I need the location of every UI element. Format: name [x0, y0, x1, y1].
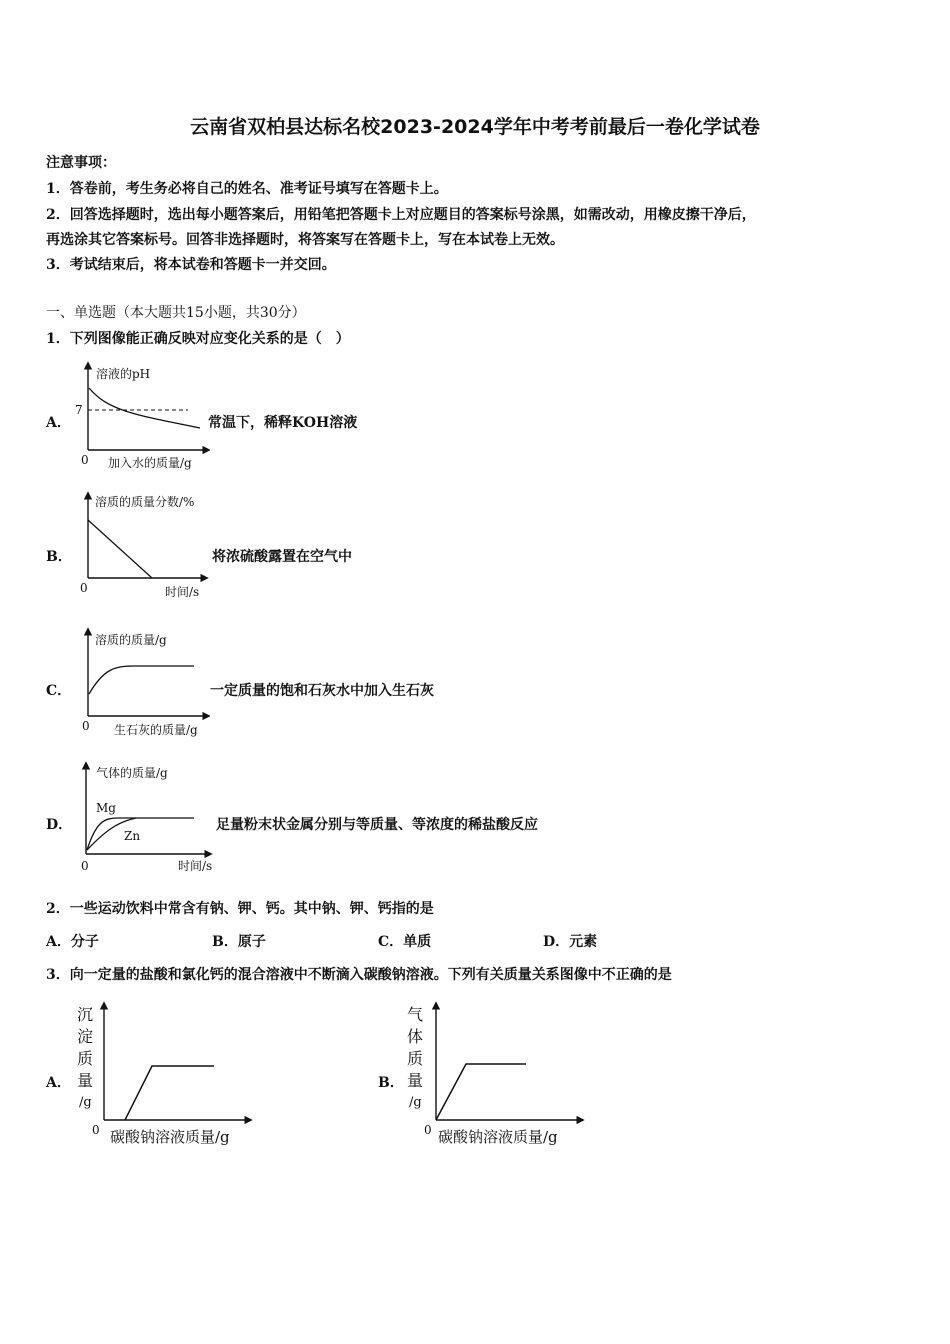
y-label-char-3: 质: [407, 1049, 424, 1068]
y-axis-label: 溶质的质量分数/%: [95, 495, 195, 509]
y-label-char-3: 质: [77, 1049, 94, 1068]
origin-label: 0: [81, 859, 89, 873]
y-label-unit: /g: [409, 1095, 422, 1110]
q1-option-d-letter: D．: [46, 817, 73, 833]
q1-option-b-letter: B．: [46, 549, 72, 565]
origin-label: 0: [82, 719, 90, 733]
origin-label: 0: [424, 1123, 432, 1137]
x-axis-label: 加入水的质量/g: [108, 456, 192, 470]
q1-option-a-letter: A．: [46, 415, 71, 431]
q1-option-b-desc: 将浓硫酸露置在空气中: [212, 549, 352, 565]
y-label-unit: /g: [79, 1095, 92, 1110]
q1-option-d-desc: 足量粉末状金属分别与等质量、等浓度的稀盐酸反应: [216, 817, 538, 833]
series-mg-label: Mg: [96, 801, 116, 815]
q1-option-c-letter: C．: [46, 683, 72, 699]
precipitate-line: [125, 1066, 214, 1120]
note-item-2-cont: 再选涂其它答案标号。回答非选择题时，将答案写在答题卡上，写在本试卷上无效。: [46, 232, 564, 248]
q3-chart-a: [70, 998, 260, 1150]
y-label-char-2: 淀: [77, 1027, 94, 1046]
q1-option-c-desc: 一定质量的饱和石灰水中加入生石灰: [210, 683, 434, 699]
q1-stem: 1．下列图像能正确反映对应变化关系的是（ ）: [46, 331, 350, 347]
note-item-3: 3．考试结束后，将本试卷和答题卡一并交回。: [46, 257, 336, 273]
q1-chart-b: [70, 490, 210, 605]
q2-option-a: A．分子: [46, 934, 99, 950]
concentration-line: [88, 520, 152, 578]
y-label-char-2: 体: [407, 1027, 424, 1046]
note-item-2: 2．回答选择题时，选出每小题答案后，用铅笔把答题卡上对应题目的答案标号涂黑，如需改动，用橡皮擦干净后，: [46, 207, 756, 223]
note-item-1: 1．答卷前，考生务必将自己的姓名、准考证号填写在答题卡上。: [46, 181, 448, 197]
q3-chart-b: [402, 998, 592, 1150]
y-label-char-4: 量: [77, 1071, 94, 1090]
y-label-char-1: 沉: [77, 1005, 94, 1024]
y-label-char-4: 量: [407, 1071, 424, 1090]
q2-option-b: B．原子: [212, 934, 266, 950]
q1-chart-c: [70, 626, 210, 741]
notes-heading: 注意事项：: [46, 155, 116, 171]
x-axis-label: 生石灰的质量/g: [114, 723, 198, 737]
solute-curve: [89, 666, 194, 694]
ph-curve: [89, 388, 200, 428]
q3-stem: 3．向一定量的盐酸和氯化钙的混合溶液中不断滴入碳酸钠溶液。下列有关质量关系图像中不正确的是: [46, 967, 672, 983]
q1-chart-d: [70, 760, 220, 880]
q2-option-c: C．单质: [378, 934, 432, 950]
y-axis-label: 溶质的质量/g: [95, 633, 167, 647]
q1-option-a-desc: 常温下，稀释KOH溶液: [208, 415, 358, 431]
q3-option-a-letter: A．: [46, 1075, 71, 1091]
q3-option-b-letter: B．: [378, 1075, 404, 1091]
x-axis-label: 碳酸钠溶液质量/g: [438, 1128, 558, 1146]
x-axis-label: 时间/s: [178, 859, 213, 873]
origin-label: 0: [81, 453, 89, 467]
q2-option-d: D．元素: [543, 934, 598, 950]
origin-label: 0: [80, 581, 88, 595]
tick-7: 7: [75, 403, 83, 417]
y-label-char-1: 气: [407, 1005, 424, 1024]
x-axis-label: 碳酸钠溶液质量/g: [110, 1128, 230, 1146]
page-title: 云南省双柏县达标名校2023-2024学年中考考前最后一卷化学试卷: [190, 116, 760, 138]
q1-chart-a: [70, 360, 210, 475]
q2-stem: 2．一些运动饮料中常含有钠、钾、钙。其中钠、钾、钙指的是: [46, 901, 434, 917]
y-axis-label: 溶液的pH: [96, 367, 151, 381]
gas-line: [436, 1064, 526, 1120]
series-zn-label: Zn: [124, 829, 141, 843]
section-heading: 一、单选题（本大题共15小题，共30分）: [46, 305, 306, 321]
y-axis-label: 气体的质量/g: [96, 766, 168, 780]
x-axis-label: 时间/s: [165, 585, 200, 599]
origin-label: 0: [92, 1123, 100, 1137]
